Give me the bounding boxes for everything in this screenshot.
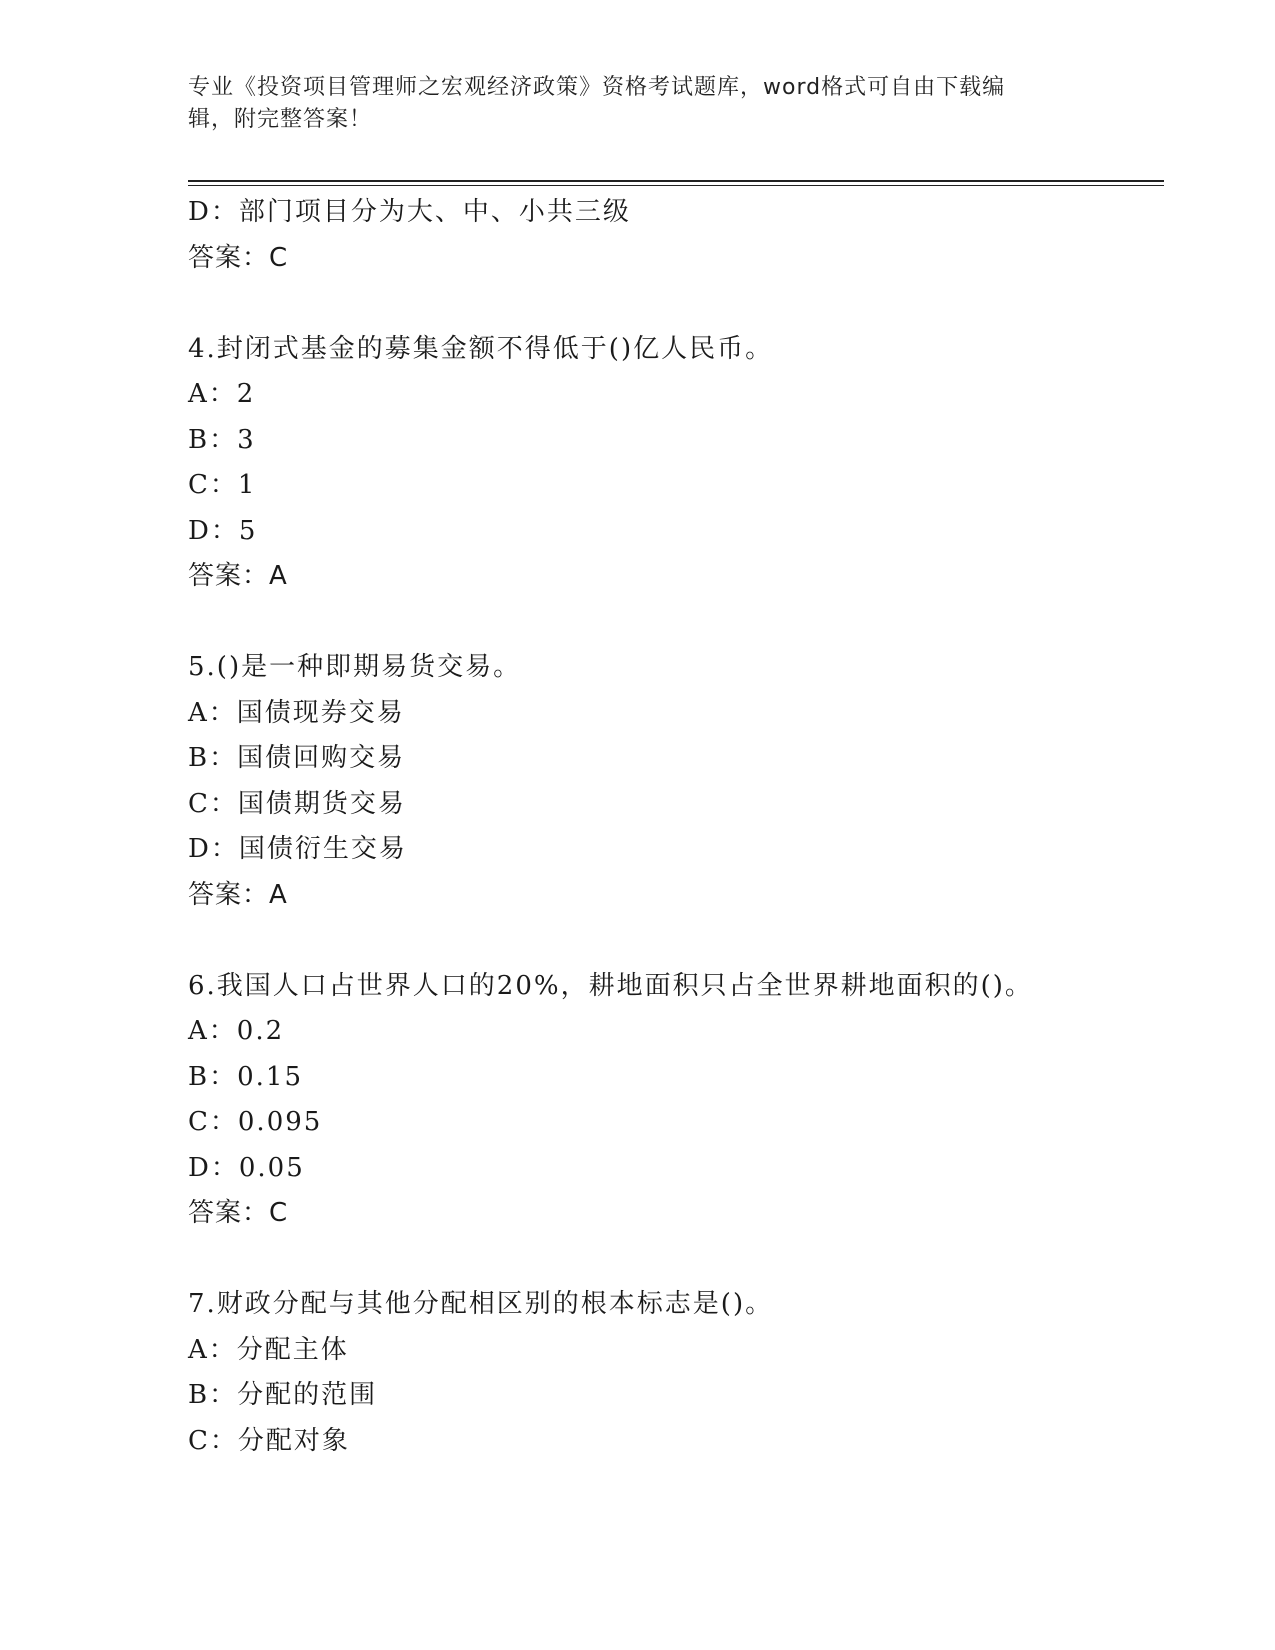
question-3-answer: 答案：C: [188, 242, 289, 273]
header-line-2: 辑，附完整答案！: [188, 107, 373, 132]
option-b: B：国债回购交易: [188, 743, 406, 773]
answer: 答案：A: [188, 879, 288, 910]
header-rule-thick: [188, 180, 1164, 182]
option-b: B：3: [188, 424, 256, 455]
option-a: A：分配主体: [188, 1334, 349, 1365]
question-3-option-d: D：部门项目分为大、中、小共三级: [188, 197, 631, 227]
document-header: [188, 72, 1088, 136]
question-list: [188, 190, 1164, 1464]
option-c: C：0.095: [188, 1107, 323, 1137]
option-d: D：5: [188, 515, 258, 546]
option-c: C：1: [188, 470, 257, 500]
answer: 答案：A: [188, 561, 288, 591]
option-b: B：0.15: [188, 1061, 303, 1092]
question-stem: 7.财政分配与其他分配相区别的根本标志是()。: [188, 1289, 774, 1319]
option-d: D：0.05: [188, 1152, 305, 1183]
option-b: B：分配的范围: [188, 1380, 378, 1410]
question-stem: 5.()是一种即期易货交易。: [188, 652, 522, 682]
option-a: A：2: [188, 379, 256, 409]
question-stem: 6.我国人口占世界人口的20%，耕地面积只占全世界耕地面积的()。: [188, 970, 1033, 1001]
question-6: [188, 964, 1164, 1237]
question-4: [188, 327, 1164, 600]
option-a: A：0.2: [188, 1016, 285, 1046]
header-rule-thin: [188, 185, 1164, 186]
option-d: D：国债衍生交易: [188, 834, 407, 864]
question-7: [188, 1282, 1164, 1464]
question-stem: 4.封闭式基金的募集金额不得低于()亿人民币。: [188, 333, 774, 364]
option-c: C：分配对象: [188, 1425, 350, 1456]
header-line-1: 专业《投资项目管理师之宏观经济政策》资格考试题库，word格式可自由下载编: [188, 75, 1006, 100]
answer: 答案：C: [188, 1198, 289, 1228]
option-c: C：国债期货交易: [188, 788, 406, 819]
option-a: A：国债现券交易: [188, 697, 405, 728]
question-5: [188, 645, 1164, 918]
